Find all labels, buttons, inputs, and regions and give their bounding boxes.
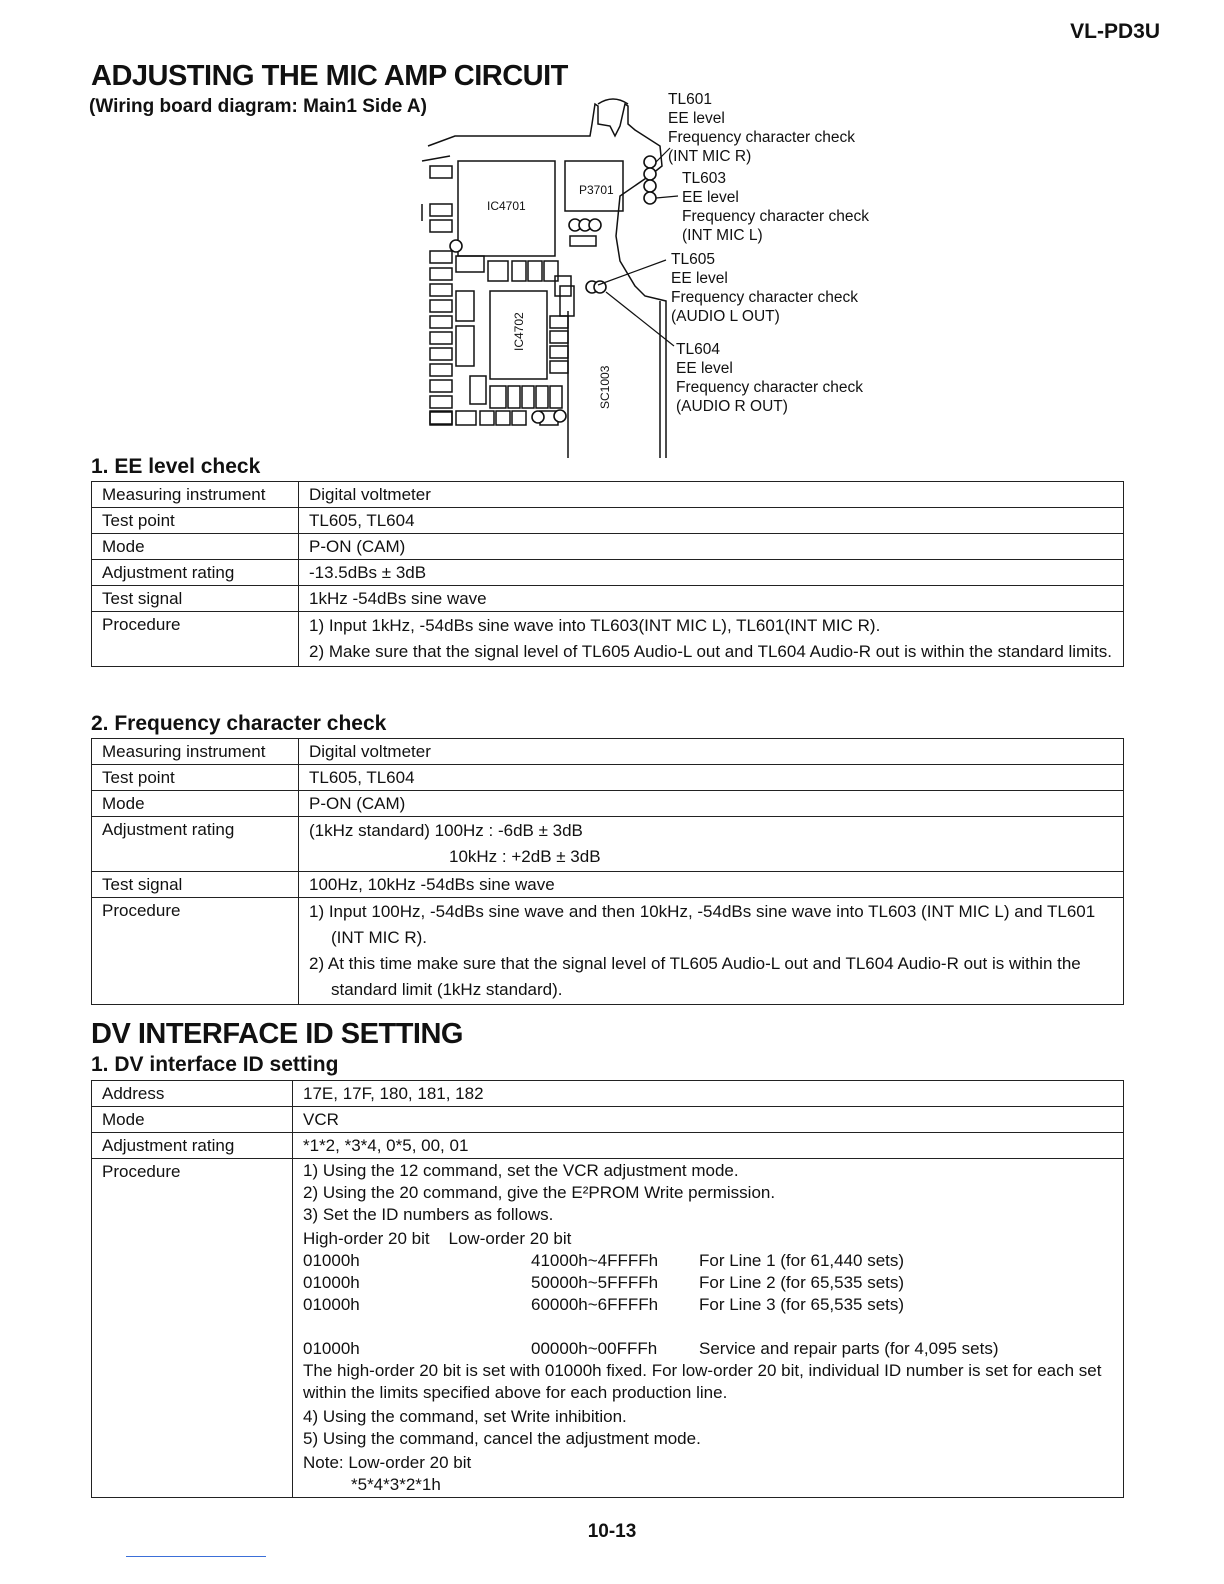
- rating-line: (1kHz standard) 100Hz : -6dB ± 3dB: [309, 821, 583, 840]
- row-value: Digital voltmeter: [299, 482, 1124, 508]
- procedure-step: 3) Set the ID numbers as follows.: [303, 1205, 554, 1224]
- procedure-step: 2) Using the 20 command, give the E²PROM Write permission.: [303, 1183, 776, 1202]
- procedure-cell: [299, 612, 1124, 667]
- tl605-id: TL605: [671, 251, 715, 268]
- id-high: 01000h: [303, 1251, 360, 1270]
- tl601-ee: EE level: [668, 110, 725, 127]
- id-desc: For Line 3 (for 65,535 sets): [699, 1295, 905, 1314]
- table-row: [92, 765, 1124, 791]
- wiring-board-diagram: [420, 86, 900, 458]
- sc1003-label: SC1003: [598, 365, 612, 409]
- table-row: [92, 1159, 1124, 1498]
- tl604-ee: EE level: [676, 360, 733, 377]
- table-row: [92, 1107, 1124, 1133]
- tl605-ee: EE level: [671, 270, 728, 287]
- row-value: *1*2, *3*4, 0*5, 00, 01: [293, 1133, 1124, 1159]
- id-row: [303, 1294, 1113, 1316]
- dv-setting-table: [91, 1080, 1124, 1498]
- tl603-signal: (INT MIC L): [682, 227, 763, 244]
- id-low: 60000h~6FFFFh: [531, 1295, 659, 1314]
- procedure-cell: [299, 898, 1124, 1005]
- table-row: [92, 791, 1124, 817]
- rating-line: 10kHz : +2dB ± 3dB: [449, 847, 601, 866]
- procedure-step: 2) Make sure that the signal level of TL605 Audio-L out and TL604 Audio-R out is within the standard limits.: [309, 642, 1112, 661]
- id-desc: For Line 2 (for 65,535 sets): [699, 1273, 905, 1292]
- id-high: 01000h: [303, 1339, 360, 1358]
- id-high: 01000h: [303, 1295, 360, 1314]
- row-value: P-ON (CAM): [299, 534, 1124, 560]
- tl601-signal: (INT MIC R): [668, 148, 752, 165]
- row-label: Adjustment rating: [92, 560, 299, 586]
- id-row: [303, 1250, 1113, 1272]
- tl604-id: TL604: [676, 341, 720, 358]
- id-low: 00000h~00FFFh: [531, 1339, 658, 1358]
- id-desc: For Line 1 (for 61,440 sets): [699, 1251, 905, 1270]
- table-row: [92, 560, 1124, 586]
- procedure-cell: [293, 1159, 1124, 1498]
- tl604-freq: Frequency character check: [676, 379, 863, 396]
- id-table-header: High-order 20 bit Low-order 20 bit: [303, 1229, 572, 1248]
- row-label: Test point: [92, 765, 299, 791]
- row-label: Test point: [92, 508, 299, 534]
- tl601-id: TL601: [668, 91, 712, 108]
- id-low: 41000h~4FFFFh: [531, 1251, 659, 1270]
- row-label: Procedure: [92, 1159, 293, 1498]
- tl604-signal: (AUDIO R OUT): [676, 398, 788, 415]
- ee-check-title: 1. EE level check: [91, 455, 261, 478]
- row-label: Measuring instrument: [92, 739, 299, 765]
- rating-cell: [299, 817, 1124, 872]
- procedure-step: 2) At this time make sure that the signal level of TL605 Audio-L out and TL604 Audio-R out is within the standard limit (1kHz standard).: [309, 954, 1081, 999]
- id-row: [303, 1338, 1113, 1360]
- row-value: 1kHz -54dBs sine wave: [299, 586, 1124, 612]
- section-title-dv-interface: DV INTERFACE ID SETTING: [91, 1018, 463, 1050]
- divider: [126, 1556, 266, 1557]
- row-value: Digital voltmeter: [299, 739, 1124, 765]
- table-row: [92, 482, 1124, 508]
- procedure-step: 1) Input 1kHz, -54dBs sine wave into TL603(INT MIC L), TL601(INT MIC R).: [309, 616, 881, 635]
- row-value: 17E, 17F, 180, 181, 182: [293, 1081, 1124, 1107]
- row-label: Procedure: [92, 612, 299, 667]
- p3701-label: P3701: [579, 183, 614, 197]
- row-label: Adjustment rating: [92, 1133, 293, 1159]
- row-label: Address: [92, 1081, 293, 1107]
- id-explanation: The high-order 20 bit is set with 01000h fixed. For low-order 20 bit, individual ID number is set for each set within the limits specified above for each production line.: [303, 1361, 1102, 1402]
- freq-check-title: 2. Frequency character check: [91, 712, 387, 735]
- table-row: [92, 1133, 1124, 1159]
- table-row: [92, 586, 1124, 612]
- ee-check-table: [91, 481, 1124, 667]
- dv-setting-title: 1. DV interface ID setting: [91, 1053, 339, 1076]
- note-value: *5*4*3*2*1h: [351, 1475, 441, 1494]
- procedure-step: 1) Using the 12 command, set the VCR adjustment mode.: [303, 1161, 739, 1180]
- tl603-id: TL603: [682, 170, 726, 187]
- row-value: 100Hz, 10kHz -54dBs sine wave: [299, 872, 1124, 898]
- tl605-freq: Frequency character check: [671, 289, 858, 306]
- section-title-mic-amp: ADJUSTING THE MIC AMP CIRCUIT: [91, 60, 568, 92]
- id-row: [303, 1272, 1113, 1294]
- row-value: VCR: [293, 1107, 1124, 1133]
- row-label: Mode: [92, 791, 299, 817]
- table-row: [92, 534, 1124, 560]
- tl601-freq: Frequency character check: [668, 129, 855, 146]
- row-label: Mode: [92, 534, 299, 560]
- row-label: Adjustment rating: [92, 817, 299, 872]
- freq-check-table: [91, 738, 1124, 1005]
- row-value: TL605, TL604: [299, 508, 1124, 534]
- tl603-ee: EE level: [682, 189, 739, 206]
- tl605-signal: (AUDIO L OUT): [671, 308, 780, 325]
- row-label: Procedure: [92, 898, 299, 1005]
- id-low: 50000h~5FFFFh: [531, 1273, 659, 1292]
- tl603-freq: Frequency character check: [682, 208, 869, 225]
- table-row: [92, 898, 1124, 1005]
- table-row: [92, 872, 1124, 898]
- row-label: Mode: [92, 1107, 293, 1133]
- row-value: TL605, TL604: [299, 765, 1124, 791]
- row-label: Test signal: [92, 586, 299, 612]
- page-number: 10-13: [587, 1521, 637, 1542]
- table-row: [92, 612, 1124, 667]
- ic4702-label: IC4702: [512, 312, 526, 351]
- note-label: Note: Low-order 20 bit: [303, 1453, 472, 1472]
- procedure-step: 5) Using the command, cancel the adjustment mode.: [303, 1429, 701, 1448]
- id-high: 01000h: [303, 1273, 360, 1292]
- procedure-step: 1) Input 100Hz, -54dBs sine wave and then 10kHz, -54dBs sine wave into TL603 (INT MIC L) and TL601 (INT MIC R).: [309, 902, 1096, 947]
- table-row: [92, 817, 1124, 872]
- table-row: [92, 739, 1124, 765]
- table-row: [92, 1081, 1124, 1107]
- table-row: [92, 508, 1124, 534]
- row-label: Test signal: [92, 872, 299, 898]
- row-value: -13.5dBs ± 3dB: [299, 560, 1124, 586]
- id-desc: Service and repair parts (for 4,095 sets): [699, 1339, 999, 1358]
- ic4701-label: IC4701: [487, 199, 526, 213]
- procedure-step: 4) Using the command, set Write inhibition.: [303, 1407, 627, 1426]
- row-value: P-ON (CAM): [299, 791, 1124, 817]
- model-number: VL-PD3U: [1070, 20, 1160, 43]
- wiring-board-subtitle: (Wiring board diagram: Main1 Side A): [89, 96, 427, 117]
- row-label: Measuring instrument: [92, 482, 299, 508]
